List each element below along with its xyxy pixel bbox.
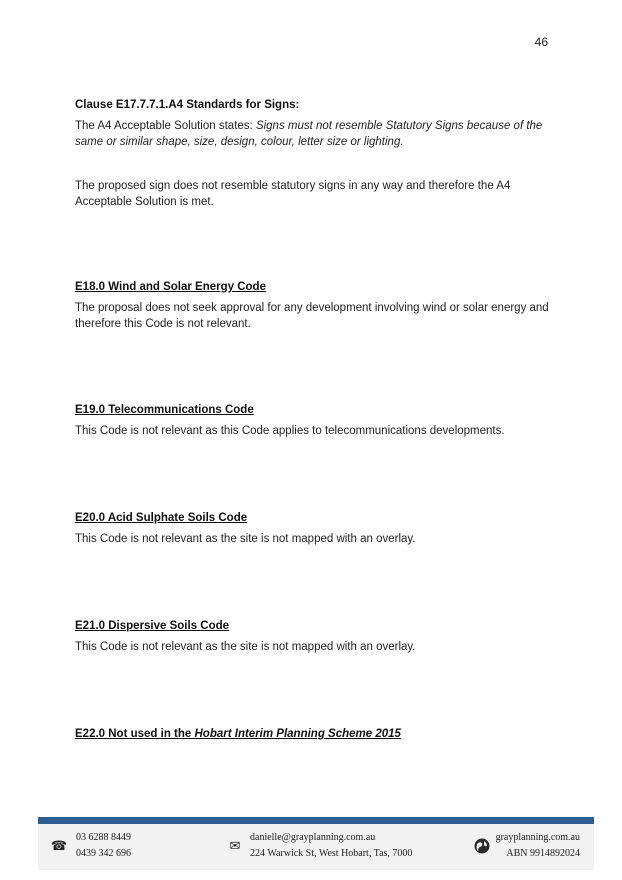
footer-web (496, 830, 580, 862)
section-e20 (75, 512, 555, 547)
envelope-icon: ✉ (229, 838, 241, 853)
telephone-icon: ☎ (50, 838, 68, 853)
section-heading: E20.0 Acid Sulphate Soils Code (75, 512, 248, 524)
section-heading: E19.0 Telecommunications Code (75, 404, 254, 416)
section-e19 (75, 404, 555, 439)
footer-abn: ABN 9914892024 (506, 848, 580, 859)
footer-phone-2: 0439 342 696 (76, 848, 131, 859)
section-paragraph: This Code is not relevant as the site is not mapped with an overlay. (75, 641, 416, 653)
section-e22 (75, 728, 555, 747)
section-paragraph (75, 118, 555, 150)
section-paragraph: This Code is not relevant as this Code applies to telecommunications developments. (75, 425, 505, 437)
section-heading: E21.0 Dispersive Soils Code (75, 620, 230, 632)
section-paragraph: The proposal does not seek approval for any development involving wind or solar energy and therefore this Code is not relevant. (75, 302, 549, 330)
section-heading: E18.0 Wind and Solar Energy Code (75, 281, 266, 293)
footer-phones (76, 830, 131, 862)
heading-lead: E22.0 Not used in the (75, 728, 195, 740)
footer-website[interactable]: grayplanning.com.au (495, 832, 580, 843)
footer-phone-1: 03 6288 8449 (76, 832, 131, 843)
footer-contact (250, 830, 412, 862)
footer-accent-bar (38, 817, 594, 824)
footer-email[interactable]: danielle@grayplanning.com.au (250, 832, 376, 843)
section-heading (75, 728, 555, 740)
heading-scheme-name: Hobart Interim Planning Scheme 2015 (194, 728, 401, 740)
section-e17-conclusion (75, 178, 555, 210)
globe-icon (474, 838, 490, 854)
page-number: 46 (534, 35, 548, 49)
page-footer (38, 824, 594, 870)
section-e17 (75, 99, 555, 150)
footer-address: 224 Warwick St, West Hobart, Tas, 7000 (250, 848, 413, 859)
section-paragraph: This Code is not relevant as the site is not mapped with an overlay. (75, 533, 416, 545)
paragraph-lead: The A4 Acceptable Solution states: (75, 120, 256, 132)
section-heading: Clause E17.7.7.1.A4 Standards for Signs: (75, 99, 300, 111)
section-paragraph: The proposed sign does not resemble statutory signs in any way and therefore the A4 Acceptable Solution is met. (75, 180, 511, 208)
section-e18 (75, 281, 555, 332)
paragraph-quote: Signs must not resemble Statutory Signs because of the same or similar shape, size, design, colour, letter size or lighting. (75, 120, 543, 148)
section-e21 (75, 620, 555, 655)
